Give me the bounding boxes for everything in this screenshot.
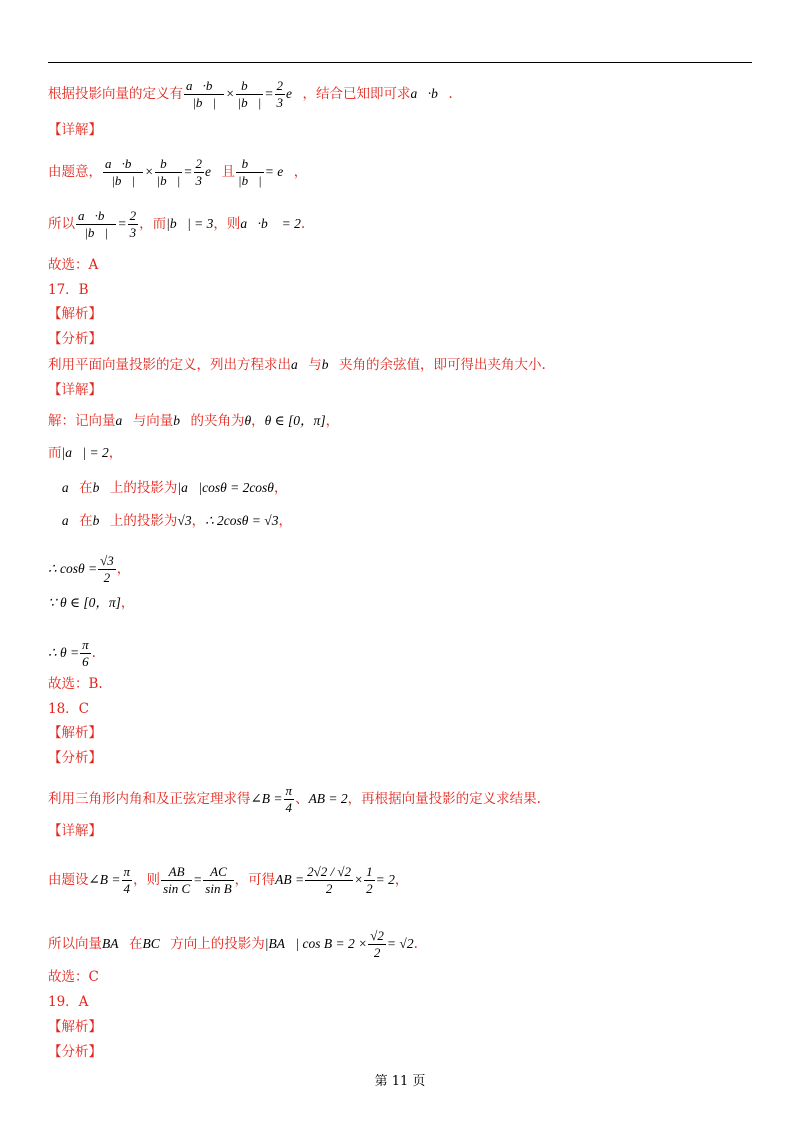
fraction-numerator: 2 <box>129 208 137 223</box>
fraction-denominator: 2 <box>325 881 333 896</box>
text-run: 在 <box>79 513 93 529</box>
text-run: 夹角的余弦值，即可得出夹角大小. <box>339 357 546 373</box>
text-line-l10 <box>48 381 102 399</box>
math-fraction <box>184 78 224 111</box>
text-run: 利用平面向量投影的定义，列出方程求出 <box>48 357 291 373</box>
fraction-numerator: b⃗ <box>155 156 183 173</box>
fraction-denominator: 4 <box>123 881 131 896</box>
text-run: ，结合已知即可求 <box>302 86 411 102</box>
math-expression: = <box>264 86 274 101</box>
math-expression: = <box>183 164 193 179</box>
math-expression: AB = <box>275 872 305 887</box>
math-expression: |a⃗|cosθ = 2cosθ <box>177 480 274 495</box>
fraction-numerator: 2 <box>195 156 202 171</box>
math-expression: × <box>225 86 235 101</box>
text-run: 【解析】 <box>48 1019 102 1035</box>
math-fraction <box>305 864 353 897</box>
fraction-denominator: sin B <box>205 881 232 896</box>
fraction-denominator: 3 <box>129 225 137 240</box>
text-line-l25 <box>48 928 418 961</box>
math-expression: |b⃗| = 3 <box>166 216 214 231</box>
math-expression: BA⃗ <box>102 936 129 951</box>
text-run: ， <box>108 445 123 461</box>
fraction-denominator: |b⃗| <box>156 173 181 188</box>
fraction-denominator: sin C <box>163 881 191 896</box>
text-run: . <box>413 936 418 952</box>
fraction-numerator: a⃗·b⃗ <box>105 156 142 171</box>
text-line-l2 <box>48 121 102 139</box>
math-expression: ∴ cosθ = <box>48 561 98 576</box>
text-run: 【解析】 <box>48 306 102 322</box>
math-expression: e⃗ <box>205 164 222 179</box>
fraction-numerator: b⃗ <box>236 78 264 95</box>
text-line-l20 <box>48 724 102 742</box>
text-line-l11 <box>48 412 339 430</box>
fraction-denominator: |b⃗| <box>238 173 262 188</box>
text-line-l19 <box>48 700 89 718</box>
text-run: 【分析】 <box>48 750 102 766</box>
text-line-l24 <box>48 864 408 897</box>
math-expression: = <box>117 216 127 231</box>
text-run: 所以 <box>48 216 75 232</box>
text-run: 在 <box>79 480 93 496</box>
math-fraction <box>103 156 143 189</box>
math-expression: = √2 <box>386 936 414 951</box>
text-run: 与 <box>308 357 322 373</box>
text-run: 解：记向量 <box>48 413 116 429</box>
text-line-l27 <box>48 993 88 1011</box>
fraction-denominator: 3 <box>276 95 283 110</box>
text-run: 故选：A <box>48 257 99 273</box>
math-fraction <box>203 864 233 897</box>
text-line-l29 <box>48 1043 102 1061</box>
text-run: 【详解】 <box>48 823 102 839</box>
text-run: 且 <box>221 164 235 180</box>
text-run: 在 <box>129 936 143 952</box>
math-expression: = <box>193 872 203 887</box>
fraction-denominator: 2 <box>373 945 381 960</box>
fraction-numerator: 2 <box>276 78 283 93</box>
text-run: ， <box>394 872 409 888</box>
math-expression: BC⃗ <box>142 936 171 951</box>
math-expression: b⃗ <box>321 357 340 372</box>
text-run: 18．C <box>48 701 90 717</box>
text-line-l1 <box>48 78 453 111</box>
text-line-l13 <box>48 479 287 497</box>
text-run: ， <box>278 513 292 529</box>
fraction-denominator: 2 <box>366 881 373 896</box>
text-run: . <box>300 216 306 232</box>
text-line-l22 <box>48 783 541 816</box>
math-expression: b⃗ <box>92 480 110 495</box>
math-expression: × <box>144 164 154 179</box>
math-fraction <box>161 864 192 897</box>
math-expression: θ ∈ [0，π] <box>264 413 326 428</box>
text-line-l23 <box>48 822 102 840</box>
text-run: ，则 <box>133 872 161 888</box>
text-run: 【解析】 <box>48 725 102 741</box>
text-run: 所以向量 <box>48 936 102 952</box>
math-fraction <box>80 637 91 670</box>
text-run: ， <box>120 595 135 611</box>
math-fraction <box>284 783 295 816</box>
math-expression: a⃗·b⃗ = 2 <box>240 216 301 231</box>
math-fraction <box>236 156 264 189</box>
fraction-numerator: √3 <box>100 553 114 568</box>
math-fraction <box>122 864 133 897</box>
text-run: 与向量 <box>132 413 174 429</box>
text-run: ， <box>293 164 308 180</box>
math-expression: ∵ a⃗ <box>48 513 80 528</box>
fraction-numerator: π <box>123 864 131 879</box>
text-line-l8 <box>48 330 102 348</box>
math-expression: e⃗ <box>286 86 303 101</box>
math-expression: a⃗ <box>115 413 133 428</box>
text-run: . <box>91 645 96 661</box>
text-run: 【分析】 <box>48 1044 102 1060</box>
math-fraction <box>236 78 264 111</box>
math-fraction <box>98 553 116 586</box>
text-line-l15 <box>48 553 130 586</box>
fraction-numerator: AC <box>203 864 233 881</box>
fraction-numerator: b⃗ <box>236 156 264 173</box>
math-fraction <box>128 208 139 241</box>
fraction-denominator: 6 <box>82 654 89 669</box>
text-run: . <box>448 86 453 102</box>
fraction-numerator: π <box>285 783 293 798</box>
text-run: 、 <box>295 791 309 807</box>
text-run: ，而 <box>139 216 167 232</box>
math-fraction <box>76 208 116 241</box>
fraction-denominator: |b⃗| <box>84 225 109 240</box>
fraction-numerator: 1 <box>366 864 373 879</box>
fraction-denominator: 2 <box>103 570 111 585</box>
math-expression: |BA⃗| cos B = 2 × <box>264 936 368 951</box>
page-number: 第 11 页 <box>374 1074 426 1089</box>
math-expression: ∠B = <box>250 791 283 806</box>
math-fraction <box>275 78 286 111</box>
text-line-l18 <box>48 675 103 693</box>
math-expression: ∴ θ = <box>48 645 80 660</box>
math-expression: ∴ a⃗ <box>48 480 80 495</box>
text-run: 故选：C <box>48 969 99 985</box>
text-run: ，则 <box>213 216 241 232</box>
fraction-denominator: |b⃗| <box>192 95 217 110</box>
fraction-denominator: |b⃗| <box>237 95 262 110</box>
fraction-numerator: a⃗·b⃗ <box>186 78 223 93</box>
math-expression: AB = 2 <box>308 791 348 806</box>
text-line-l5 <box>48 256 98 274</box>
math-fraction <box>368 928 386 961</box>
text-run: 【分析】 <box>48 331 102 347</box>
math-expression: × <box>354 872 364 887</box>
text-run: ， <box>251 413 265 429</box>
text-run: 由题设 <box>48 872 89 888</box>
text-run: 上的投影为 <box>109 513 178 529</box>
text-line-l28 <box>48 1018 102 1036</box>
text-line-l14 <box>48 512 292 530</box>
text-line-l4 <box>48 208 305 241</box>
text-run: 故选：B. <box>48 676 103 692</box>
math-expression: |a⃗| = 2 <box>61 445 109 460</box>
fraction-denominator: 3 <box>195 173 202 188</box>
text-run: ，再根据向量投影的定义求结果. <box>347 791 541 807</box>
math-expression: b⃗ <box>173 413 191 428</box>
text-run: ， <box>273 480 288 496</box>
text-run: 【详解】 <box>48 122 102 138</box>
math-expression: √3 <box>177 513 192 528</box>
math-expression: θ <box>244 413 252 428</box>
math-fraction <box>194 156 205 189</box>
fraction-denominator: |b⃗| <box>111 173 136 188</box>
fraction-numerator: √2 <box>370 928 384 943</box>
math-fraction <box>155 156 183 189</box>
math-expression: b⃗ <box>92 513 110 528</box>
text-run: ， <box>116 561 131 577</box>
text-run: 根据投影向量的定义有 <box>48 86 183 102</box>
text-line-l7 <box>48 305 102 323</box>
text-run: 17．B <box>48 282 89 298</box>
math-expression: ∠B = <box>88 872 121 887</box>
text-line-l16 <box>48 594 134 612</box>
math-expression: a⃗ <box>291 357 309 372</box>
text-line-l6 <box>48 281 89 299</box>
fraction-numerator: 2√2 / √2 <box>307 864 352 879</box>
math-expression: ∴ 2cosθ = √3 <box>205 513 279 528</box>
text-run: 【详解】 <box>48 382 102 398</box>
text-run: 方向上的投影为 <box>170 936 265 952</box>
text-line-l12 <box>48 444 122 462</box>
text-run: 上的投影为 <box>109 480 178 496</box>
text-run: 利用三角形内角和及正弦定理求得 <box>48 791 251 807</box>
text-line-l21 <box>48 749 102 767</box>
math-expression: = e⃗ <box>264 164 294 179</box>
math-fraction <box>364 864 375 897</box>
fraction-numerator: π <box>82 637 89 652</box>
text-run: ， <box>325 413 340 429</box>
text-run: 的夹角为 <box>190 413 245 429</box>
fraction-numerator: AB <box>161 864 192 881</box>
text-run: 而 <box>48 445 62 461</box>
text-line-l9 <box>48 356 546 374</box>
math-expression: = 2 <box>375 872 395 887</box>
math-expression: ∵ θ ∈ [0，π] <box>48 595 121 610</box>
text-run: 由题意， <box>48 164 102 180</box>
header-rule <box>48 62 752 63</box>
fraction-denominator: 4 <box>285 800 293 815</box>
text-run: ， <box>191 513 206 529</box>
text-line-l26 <box>48 968 99 986</box>
text-run: 19．A <box>48 994 89 1010</box>
text-run: ，可得 <box>234 872 276 888</box>
math-expression: a⃗·b⃗ <box>410 86 449 101</box>
text-line-l17 <box>48 637 96 670</box>
text-line-l3 <box>48 156 307 189</box>
fraction-numerator: a⃗·b⃗ <box>78 208 115 223</box>
